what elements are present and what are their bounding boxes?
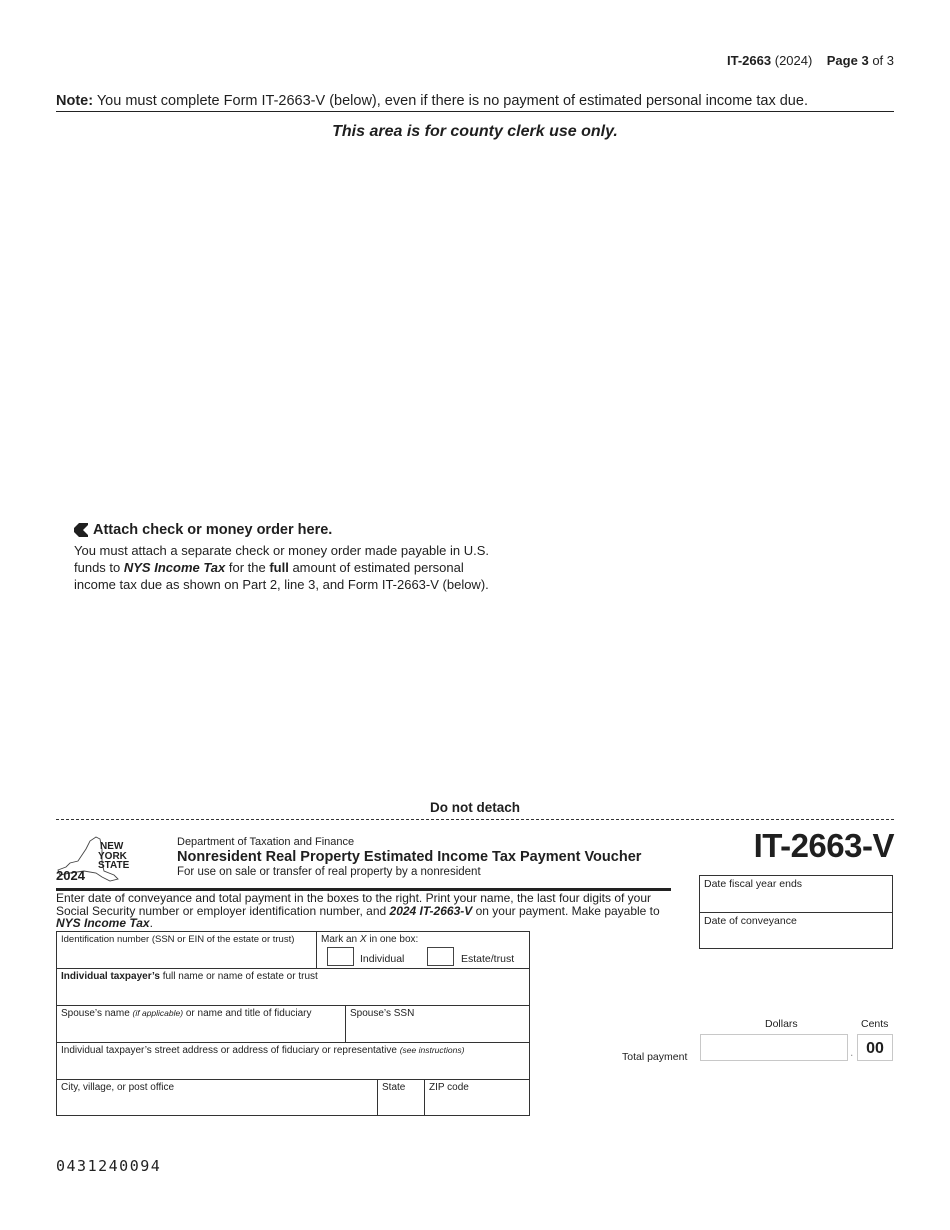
spouse-name-text: Spouse’s name <box>61 1008 133 1019</box>
taxpayer-rest: full name or name of estate or trust <box>159 971 318 982</box>
row-spouse <box>57 1006 529 1043</box>
logo-state: STATE <box>98 860 130 871</box>
state-field[interactable] <box>378 1080 425 1116</box>
instr-text-2: on your payment. Make payable to <box>472 903 660 918</box>
instr-text-1: Enter date of conveyance and total payment in the boxes to the right. Print your name, the last four digits of your Social Security number or employer identification number, and <box>56 891 652 918</box>
note-line <box>56 93 894 112</box>
spouse-name-rest: or name and title of fiduciary <box>183 1008 312 1019</box>
page-number: Page 3 <box>826 53 869 68</box>
row-identification <box>57 932 529 969</box>
instr-payee: NYS Income Tax <box>56 916 150 930</box>
total-payment-cents: 00 <box>857 1034 893 1061</box>
address-field[interactable] <box>57 1043 529 1080</box>
individual-label: Individual <box>360 953 405 965</box>
attach-text-2: for the <box>225 560 270 575</box>
dollars-label: Dollars <box>765 1018 798 1030</box>
state-label: State <box>382 1082 406 1093</box>
diamond-pointer-icon <box>74 521 88 539</box>
attach-full: full <box>269 560 289 575</box>
decimal-point: . <box>850 1045 854 1059</box>
scanline-code: 0431240094 <box>56 1157 162 1175</box>
mark-x: X <box>359 934 367 945</box>
total-payment-dollars-input[interactable] <box>700 1034 848 1061</box>
attach-payee: NYS Income Tax <box>123 560 226 575</box>
instr-text-3: . <box>149 916 153 930</box>
form-year: (2024) <box>774 53 813 68</box>
estate-trust-label: Estate/trust <box>461 953 515 965</box>
fiscal-year-label: Date fiscal year ends <box>704 878 803 890</box>
do-not-detach-label: Do not detach <box>430 800 520 815</box>
mark-post: in one box: <box>366 934 419 945</box>
fiscal-year-field[interactable] <box>699 875 893 913</box>
cents-label: Cents <box>861 1018 889 1030</box>
attach-heading <box>74 521 332 539</box>
address-note: (see instructions) <box>399 1045 465 1055</box>
spouse-note: (if applicable) <box>132 1008 184 1018</box>
id-number-field[interactable] <box>57 932 317 968</box>
address-label <box>57 1043 529 1056</box>
logo-york: YORK <box>98 851 127 862</box>
voucher-subtitle: For use on sale or transfer of real property by a nonresident <box>177 866 481 878</box>
attach-text-1: You must attach a separate check or money order made payable in U.S. funds to <box>74 543 490 575</box>
page-total: of 3 <box>872 53 894 68</box>
individual-checkbox[interactable] <box>327 947 354 966</box>
attach-title: Attach check or money order here. <box>93 522 333 538</box>
voucher-instructions <box>56 892 671 930</box>
form-number: IT-2663 <box>727 53 772 68</box>
mark-instruction <box>317 932 529 945</box>
county-clerk-heading: This area is for county clerk use only. <box>332 123 618 140</box>
department-name: Department of Taxation and Finance <box>177 836 355 848</box>
zip-field[interactable] <box>425 1080 529 1116</box>
logo-new: NEW <box>100 841 124 852</box>
total-payment-label: Total payment <box>622 1051 688 1063</box>
city-field[interactable] <box>57 1080 378 1116</box>
spouse-name-label <box>57 1006 345 1019</box>
note-label: Note: <box>56 93 94 109</box>
attach-instructions <box>74 542 494 593</box>
mark-pre: Mark an <box>321 934 360 945</box>
taxpayer-info-grid <box>56 931 530 1116</box>
zip-label: ZIP code <box>429 1082 469 1093</box>
attach-text-3: amount of estimated personal income tax due as shown on Part 2, line 3, and Form IT-2663-V (below). <box>74 560 489 592</box>
voucher-form-id: IT-2663-V <box>753 827 894 864</box>
taxpayer-name-field[interactable] <box>57 969 529 1006</box>
spouse-name-field[interactable] <box>57 1006 346 1042</box>
conveyance-date-field[interactable] <box>699 912 893 949</box>
conveyance-date-label: Date of conveyance <box>704 915 797 927</box>
row-city-state-zip <box>57 1080 529 1116</box>
taxpayer-type-field <box>317 932 529 968</box>
address-text: Individual taxpayer’s street address or address of fiduciary or representative <box>61 1045 400 1056</box>
taxpayer-bold: Individual taxpayer’s <box>61 971 160 982</box>
note-text: You must complete Form IT-2663-V (below), even if there is no payment of estimated personal income tax due. <box>96 93 808 109</box>
detach-dashed-line <box>56 819 894 820</box>
id-number-label: Identification number (SSN or EIN of the estate or trust) <box>61 934 295 945</box>
spouse-ssn-label: Spouse’s SSN <box>350 1008 415 1019</box>
instr-form-ref: 2024 IT-2663-V <box>389 903 473 918</box>
logo-year: 2024 <box>56 868 85 883</box>
estate-trust-checkbox[interactable] <box>427 947 454 966</box>
taxpayer-name-label <box>57 969 529 982</box>
voucher-title: Nonresident Real Property Estimated Income Tax Payment Voucher <box>177 849 642 865</box>
page-header <box>727 53 894 68</box>
city-label: City, village, or post office <box>61 1082 175 1093</box>
spouse-ssn-field[interactable] <box>346 1006 529 1042</box>
